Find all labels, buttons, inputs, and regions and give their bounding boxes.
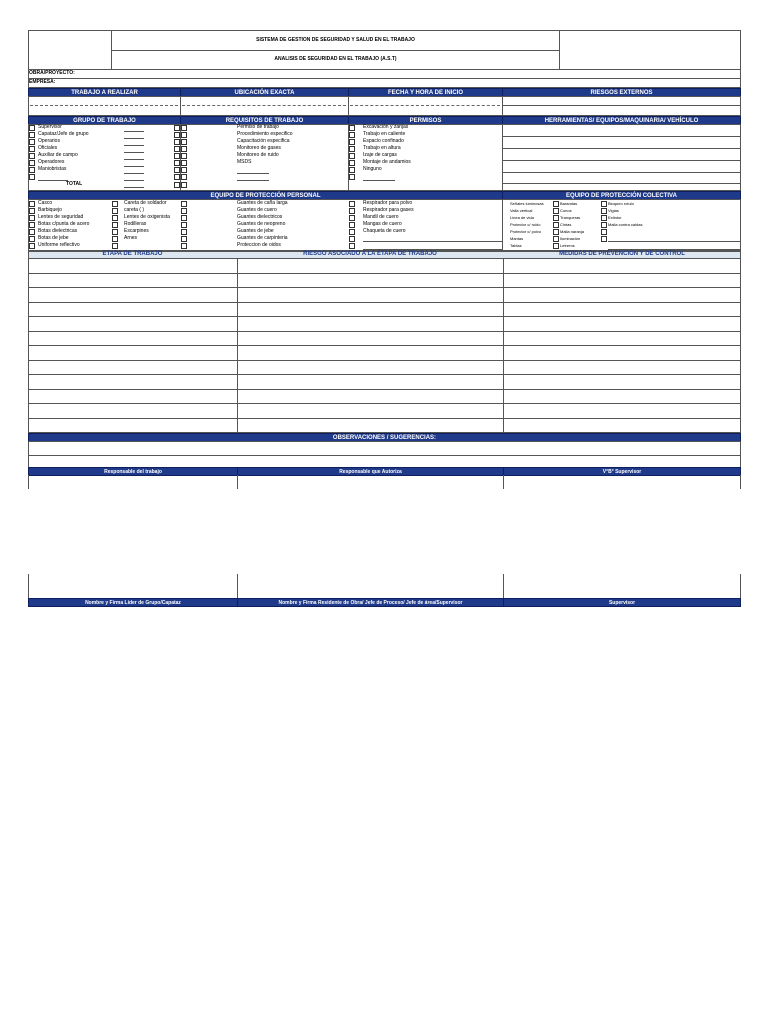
permiso-checkbox[interactable] (349, 146, 355, 152)
epp-item: Botas dielectricas (38, 228, 78, 234)
epp-item: Barbiquejo (38, 207, 62, 213)
epc-item: Valla vertical (510, 208, 533, 213)
table-row (28, 418, 741, 419)
epp-item: Chaqueta de cuero (363, 228, 406, 234)
grupo-item: Auxiliar de campo (38, 152, 78, 158)
requisito-checkbox[interactable] (181, 153, 187, 159)
epc-item: Letreros (560, 243, 575, 248)
signature-header-responsable: Responsable del trabajo (28, 467, 238, 476)
permiso-item: Trabajo en altura (363, 145, 401, 151)
header-trabajo-a-realizar: TRABAJO A REALIZAR (28, 88, 181, 97)
company-label: EMPRESA: (29, 79, 56, 85)
epc-item: Linea de vida (510, 215, 534, 220)
signature-header-autoriza: Responsable que Autoriza (237, 467, 504, 476)
table-row (28, 302, 741, 303)
requisito-item: Monitoreo de gases (237, 145, 281, 151)
epc-item: Tranqueras (560, 215, 581, 220)
requisito-item: Permiso de trabajo (237, 124, 279, 130)
header-requisitos: REQUISITOS DE TRABAJO (180, 116, 349, 125)
epp-item: Guantes de cuero (237, 207, 277, 213)
grupo-checkbox-capataz[interactable] (29, 132, 35, 138)
table-row (28, 403, 741, 404)
epp-item: Arnes (124, 235, 138, 241)
permiso-checkbox[interactable] (349, 160, 355, 166)
steps-header-riesgo: RIESGO ASOCIADO A LA ETAPA DE TRABAJO (303, 251, 437, 257)
epc-item: Mantas (510, 236, 524, 241)
epp-item: Lentes de oxigenista (124, 214, 170, 220)
requisito-item: Capacitación especifica (237, 138, 290, 144)
header-riesgos-externos: RIESGOS EXTERNOS (502, 88, 741, 97)
grupo-checkbox-auxiliar[interactable] (29, 153, 35, 159)
requisito-item: MSDS (237, 159, 252, 165)
header-herramientas: HERRAMIENTAS/ EQUIPOS/MAQUINARIA/ VEHÍCULO (502, 116, 741, 125)
requisito-checkbox[interactable] (181, 167, 187, 173)
epp-item: Uniforme reflectivo (38, 242, 80, 248)
epp-item: Guantes de neopreno (237, 221, 286, 227)
requisito-checkbox[interactable] (181, 132, 187, 138)
epp-item: Lentes de seguridad (38, 214, 84, 220)
requisito-checkbox[interactable] (181, 139, 187, 145)
requisito-item: Monitoreo de ruido (237, 152, 279, 158)
permiso-checkbox[interactable] (349, 174, 355, 180)
epp-item: careta ( ) (124, 207, 145, 213)
requisito-checkbox[interactable] (181, 146, 187, 152)
permiso-checkbox[interactable] (349, 125, 355, 131)
permiso-checkbox[interactable] (349, 139, 355, 145)
epp-item: Rodilleras (124, 221, 147, 227)
requisito-checkbox[interactable] (181, 182, 187, 188)
grupo-checkbox-operadores[interactable] (29, 160, 35, 166)
signature-footer-supervisor: Supervisor (503, 598, 741, 607)
permiso-item: Izaje de cargas (363, 152, 397, 158)
epp-item: Botas de jebe (38, 235, 69, 241)
grupo-checkbox-maniobristas[interactable] (29, 167, 35, 173)
header-epc: EQUIPO DE PROTECCIÓN COLECTIVA (502, 191, 741, 200)
signature-footer-lider: Nombre y Firma Lider de Grupo/Capataz (28, 598, 238, 607)
permiso-item: Ninguno (363, 166, 382, 172)
epp-item: Escarpines (124, 228, 149, 234)
requisito-checkbox[interactable] (181, 160, 187, 166)
table-row (28, 287, 741, 288)
top-input-row[interactable] (28, 96, 741, 116)
system-title: SISTEMA DE GESTION DE SEGURIDAD Y SALUD EN EL TRABAJO (256, 37, 415, 43)
grupo-checkbox-supervisor[interactable] (29, 125, 35, 131)
epp-item: Guantes de carpinteria (237, 235, 288, 241)
epc-item: Extintor (608, 215, 622, 220)
table-row (28, 316, 741, 317)
epp-item: Careta de soldador (124, 200, 167, 206)
requisito-checkbox[interactable] (181, 174, 187, 180)
grupo-item: Operarios (38, 138, 60, 144)
signature-box-lower[interactable] (28, 574, 29, 599)
grupo-item: Oficiales (38, 145, 58, 151)
epp-item: Proteccion de oidos (237, 242, 281, 248)
epc-item: Conos (560, 208, 572, 213)
epp-item: Guantes de jebe (237, 228, 274, 234)
requisito-item: Procedimiento especifico (237, 131, 293, 137)
epc-item: Protector c/ ruido (510, 222, 541, 227)
code-box (559, 30, 741, 70)
project-label: OBRA/PROYECTO: (29, 70, 75, 76)
epc-item: Cintas (560, 222, 572, 227)
header-fecha-hora: FECHA Y HORA DE INICIO (348, 88, 503, 97)
header-ubicacion: UBICACIÓN EXACTA (180, 88, 349, 97)
permiso-checkbox[interactable] (349, 167, 355, 173)
table-row (28, 273, 741, 274)
header-epp: EQUIPO DE PROTECCIÓN PERSONAL (28, 191, 503, 200)
epp-item: Respirador para polvo (363, 200, 413, 206)
table-row (28, 374, 741, 375)
permiso-item: Espacio confinado (363, 138, 404, 144)
epp-item: Mangas de cuero (363, 221, 402, 227)
permiso-item: Montaje de andamios (363, 159, 411, 165)
table-row (28, 360, 741, 361)
epc-item: Malla naranja (560, 229, 585, 234)
permiso-item: Excavación y zanjas (363, 124, 409, 130)
epp-item: Casco (38, 200, 53, 206)
grupo-item: Supervisor (38, 124, 62, 130)
permiso-item: Trabajo en caliente (363, 131, 406, 137)
grupo-total-label: TOTAL (66, 181, 83, 187)
steps-header-etapa: ETAPA DE TRABAJO (102, 251, 163, 257)
epc-item: Vigias (608, 208, 619, 213)
epc-item: Señales luminosas (510, 201, 544, 206)
epc-item: Barandas (560, 201, 578, 206)
grupo-item: Maniobristas (38, 166, 67, 172)
steps-header-medidas: MEDIDAS DE PREVENCIÓN Y DE CONTROL (559, 251, 685, 257)
epc-item: Bloqueo rotulo (608, 201, 634, 206)
observations-header: OBSERVACIONES / SUGERENCIAS: (28, 433, 741, 442)
requisito-checkbox[interactable] (181, 125, 187, 131)
permiso-checkbox[interactable] (349, 153, 355, 159)
table-row (28, 345, 741, 346)
grupo-checkbox-oficiales[interactable] (29, 146, 35, 152)
doc-title: ANALISIS DE SEGURIDAD EN EL TRABAJO (A.S.T) (274, 56, 397, 62)
company-row[interactable] (28, 78, 741, 88)
epc-item: Protector c/ polvo (510, 229, 542, 234)
grupo-item: Capataz/Jefe de grupo (38, 131, 89, 137)
epp-item: Guantes de caña larga (237, 200, 288, 206)
signature-footer-residente: Nombre y Firma Residente de Obra/ Jefe de Proceso/ Jefe de área/Supervisor (237, 598, 504, 607)
epp-item: Respirador para gases (363, 207, 414, 213)
epp-item: Botas c/punta de acero (38, 221, 90, 227)
signature-header-supervisor: V°B° Supervisor (503, 467, 741, 476)
table-row (28, 331, 741, 332)
logo-box (28, 30, 112, 70)
header-permisos: PERMISOS (348, 116, 503, 125)
header-grupo-trabajo: GRUPO DE TRABAJO (28, 116, 181, 125)
grupo-checkbox-otro[interactable] (29, 174, 35, 180)
signature-box-responsable[interactable] (28, 475, 29, 489)
epc-item: Tablas (510, 243, 522, 248)
grupo-item: Operadores (38, 159, 65, 165)
grupo-checkbox-operarios[interactable] (29, 139, 35, 145)
epp-item: Mandil de cuero (363, 214, 399, 220)
grupo-total-checkbox[interactable] (174, 182, 180, 188)
epc-item: Malla contra caidas (608, 222, 643, 227)
epc-item: Iluminación (560, 236, 581, 241)
epp-item: Guantes dielectricos (237, 214, 283, 220)
table-row (28, 389, 741, 390)
permiso-checkbox[interactable] (349, 132, 355, 138)
